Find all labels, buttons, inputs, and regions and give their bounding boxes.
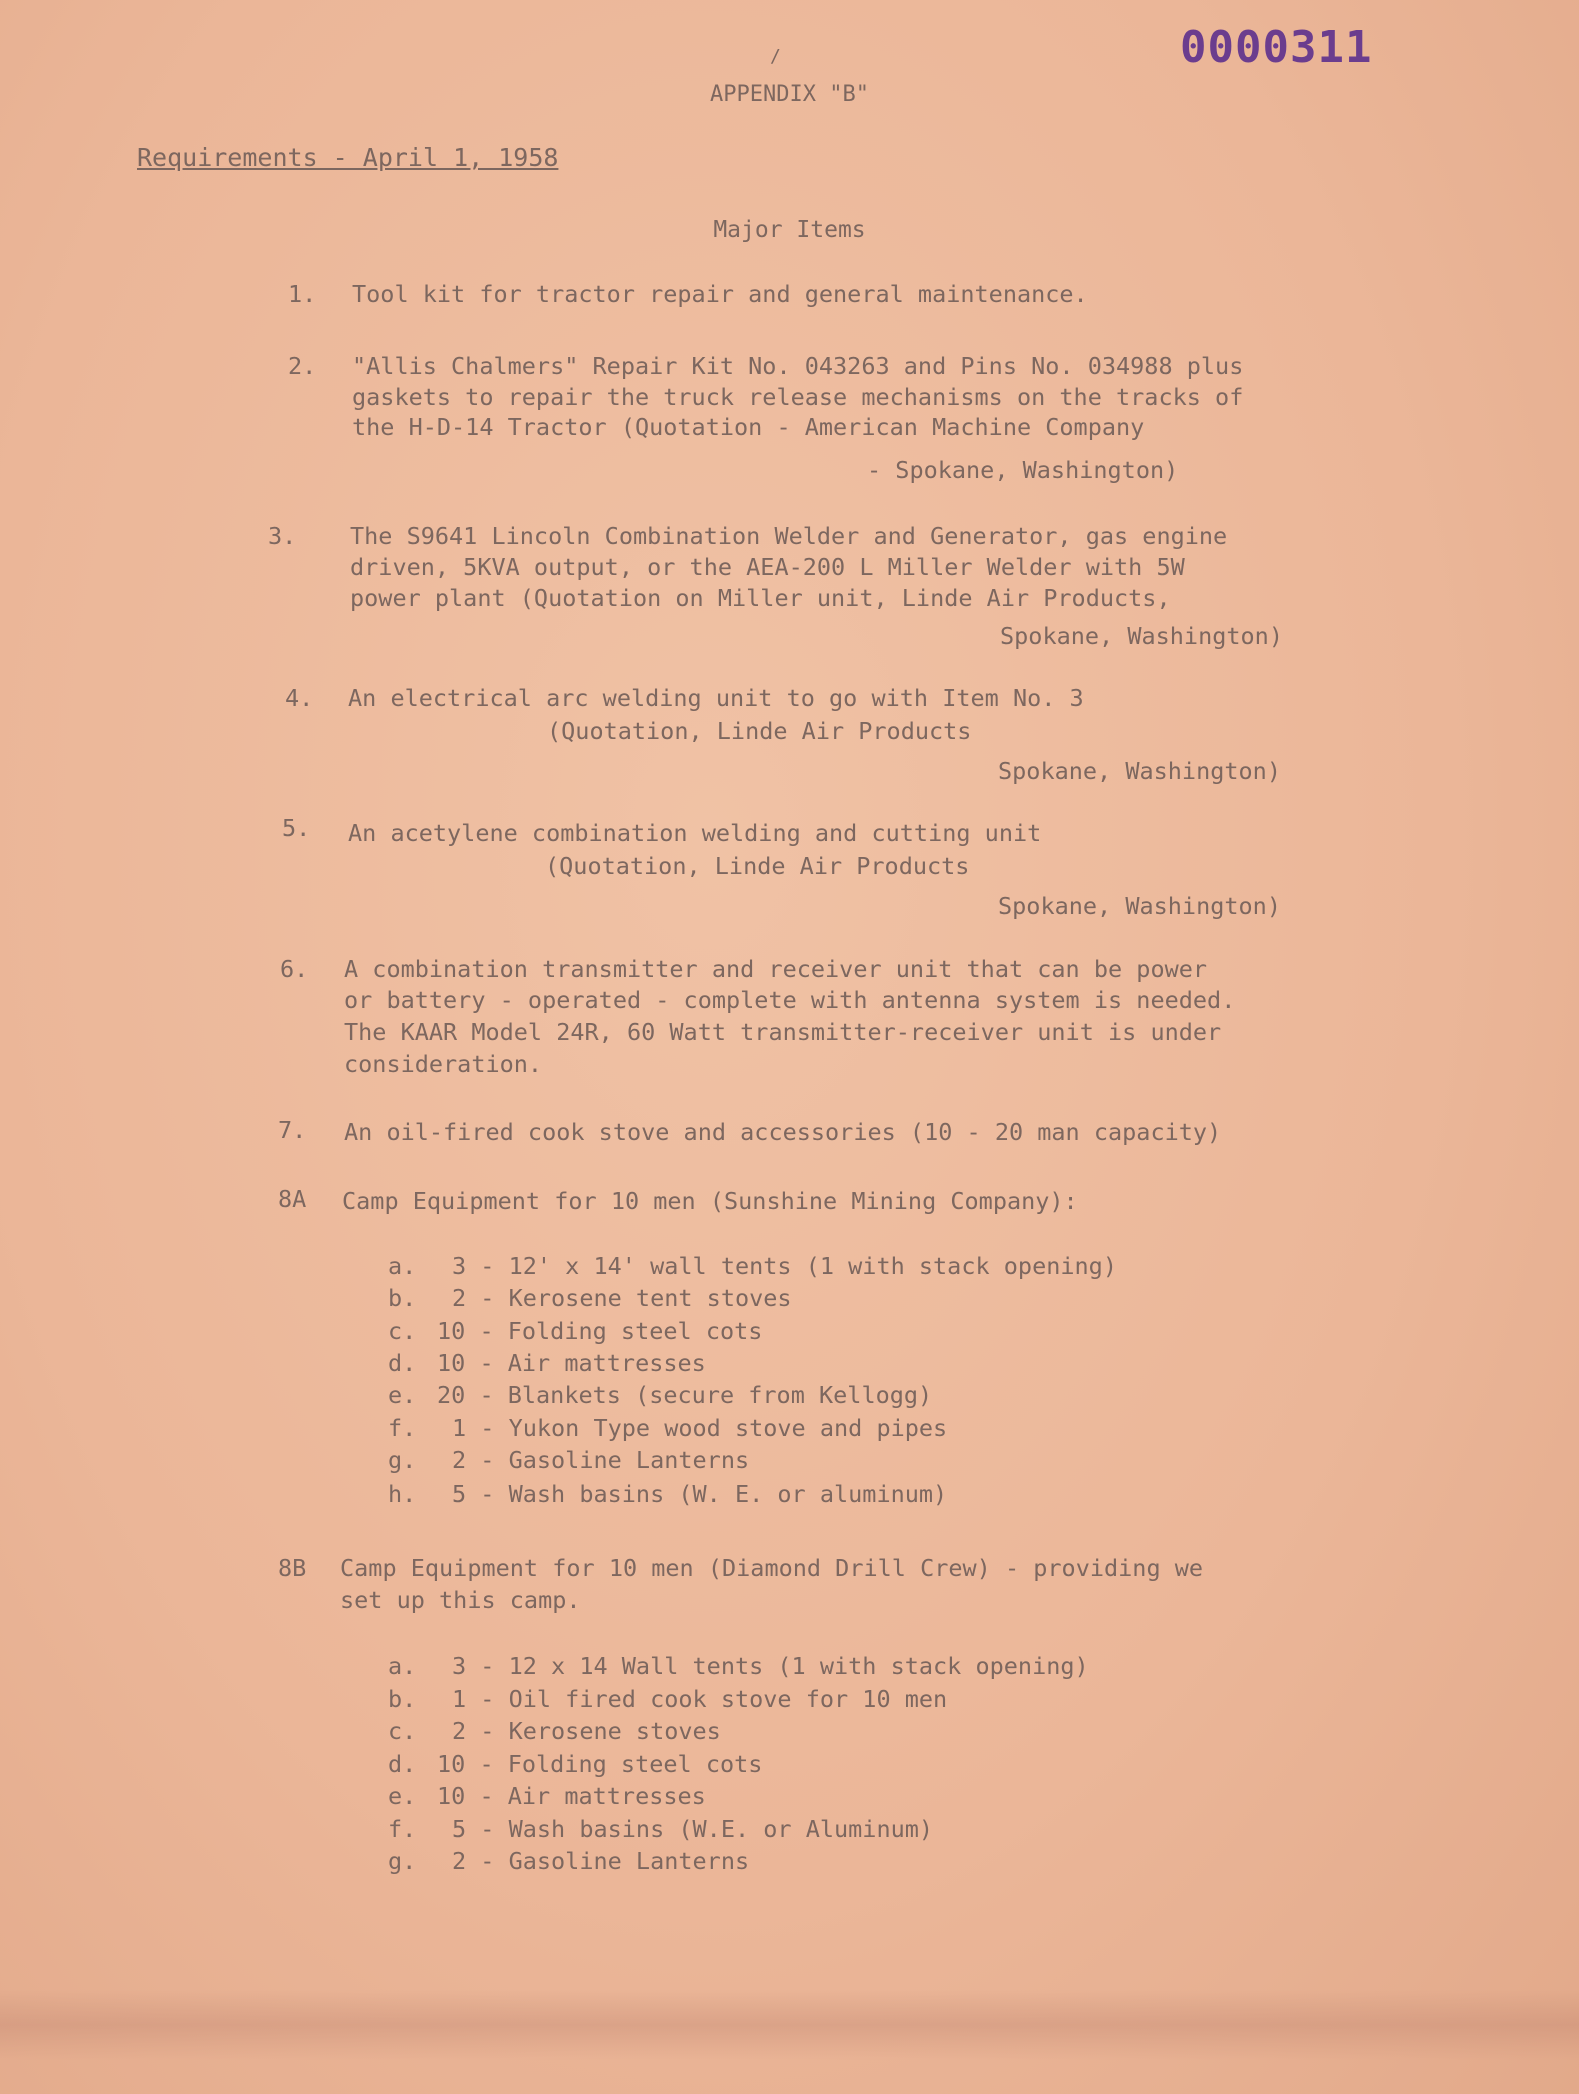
sublist-text: 5 - Wash basins (W.E. or Aluminum)	[452, 1815, 934, 1843]
item-number: 4.	[285, 684, 314, 712]
item-text-line: consideration.	[344, 1050, 543, 1078]
item-text-line: Spokane, Washington)	[1000, 622, 1283, 650]
sublist-letter: f.	[388, 1414, 417, 1442]
item-text-line: Camp Equipment for 10 men (Diamond Drill Crew) - providing we	[340, 1554, 1204, 1582]
item-text-line: An oil-fired cook stove and accessories (10 - 20 man capacity)	[344, 1118, 1222, 1146]
requirements-heading: Requirements - April 1, 1958	[137, 143, 559, 172]
item-number: 2.	[288, 352, 317, 380]
item-text-line: or battery - operated - complete with antenna system is needed.	[344, 986, 1236, 1014]
item-number: 1.	[288, 280, 317, 308]
item-text-line: A combination transmitter and receiver unit that can be power	[344, 955, 1208, 983]
item-number: 8B	[278, 1554, 307, 1582]
item-text-line: Camp Equipment for 10 men (Sunshine Mining Company):	[342, 1187, 1078, 1215]
scan-smudge	[0, 1990, 1579, 2060]
sublist-text: 10 - Air mattresses	[437, 1782, 706, 1810]
sublist-letter: a.	[388, 1252, 417, 1280]
item-text-line: - Spokane, Washington)	[867, 456, 1179, 484]
item-text-line: "Allis Chalmers" Repair Kit No. 043263 and Pins No. 034988 plus	[352, 352, 1244, 380]
sublist-letter: c.	[388, 1317, 417, 1345]
sublist-text: 2 - Kerosene stoves	[452, 1717, 721, 1745]
sublist-text: 10 - Folding steel cots	[437, 1750, 763, 1778]
sublist-text: 10 - Folding steel cots	[437, 1317, 763, 1345]
item-text-line: The KAAR Model 24R, 60 Watt transmitter-receiver unit is under	[344, 1018, 1222, 1046]
sublist-letter: b.	[388, 1284, 417, 1312]
sublist-letter: h.	[388, 1480, 417, 1508]
item-text-line: Tool kit for tractor repair and general maintenance.	[352, 280, 1088, 308]
sublist-letter: g.	[388, 1847, 417, 1875]
pencil-mark: /	[770, 46, 781, 67]
item-text-line: The S9641 Lincoln Combination Welder and Generator, gas engine	[350, 522, 1228, 550]
sublist-letter: d.	[388, 1349, 417, 1377]
sublist-letter: d.	[388, 1750, 417, 1778]
sublist-letter: f.	[388, 1815, 417, 1843]
item-number: 3.	[268, 522, 297, 550]
sublist-text: 2 - Gasoline Lanterns	[452, 1847, 750, 1875]
sublist-letter: b.	[388, 1685, 417, 1713]
sublist-letter: a.	[388, 1652, 417, 1680]
sublist-text: 5 - Wash basins (W. E. or aluminum)	[452, 1480, 948, 1508]
item-text-line: An electrical arc welding unit to go with Item No. 3	[348, 684, 1084, 712]
sublist-text: 2 - Kerosene tent stoves	[452, 1284, 792, 1312]
sublist-text: 3 - 12' x 14' wall tents (1 with stack opening)	[452, 1252, 1117, 1280]
appendix-title: APPENDIX "B"	[710, 82, 869, 107]
item-text-line: (Quotation, Linde Air Products	[547, 717, 972, 745]
item-number: 7.	[278, 1116, 307, 1144]
sublist-letter: e.	[388, 1782, 417, 1810]
item-text-line: set up this camp.	[340, 1586, 581, 1614]
item-number: 6.	[280, 955, 309, 983]
item-number: 8A	[278, 1185, 307, 1213]
document-number-stamp: 0000311	[1180, 22, 1373, 73]
sublist-text: 20 - Blankets (secure from Kellogg)	[437, 1381, 933, 1409]
item-text-line: the H-D-14 Tractor (Quotation - American Machine Company	[352, 413, 1145, 441]
item-text-line: (Quotation, Linde Air Products	[545, 852, 970, 880]
item-text-line: An acetylene combination welding and cutting unit	[348, 819, 1042, 847]
item-text-line: Spokane, Washington)	[998, 757, 1281, 785]
item-text-line: driven, 5KVA output, or the AEA-200 L Miller Welder with 5W	[350, 553, 1185, 581]
section-heading: Major Items	[713, 217, 866, 243]
item-text-line: Spokane, Washington)	[998, 892, 1281, 920]
sublist-text: 2 - Gasoline Lanterns	[452, 1446, 750, 1474]
item-text-line: gaskets to repair the truck release mechanisms on the tracks of	[352, 383, 1244, 411]
sublist-text: 10 - Air mattresses	[437, 1349, 706, 1377]
sublist-text: 1 - Oil fired cook stove for 10 men	[452, 1685, 948, 1713]
sublist-letter: e.	[388, 1381, 417, 1409]
item-text-line: power plant (Quotation on Miller unit, Linde Air Products,	[350, 584, 1171, 612]
sublist-text: 1 - Yukon Type wood stove and pipes	[452, 1414, 948, 1442]
item-number: 5.	[282, 814, 311, 842]
sublist-letter: g.	[388, 1446, 417, 1474]
sublist-letter: c.	[388, 1717, 417, 1745]
sublist-text: 3 - 12 x 14 Wall tents (1 with stack opening)	[452, 1652, 1089, 1680]
